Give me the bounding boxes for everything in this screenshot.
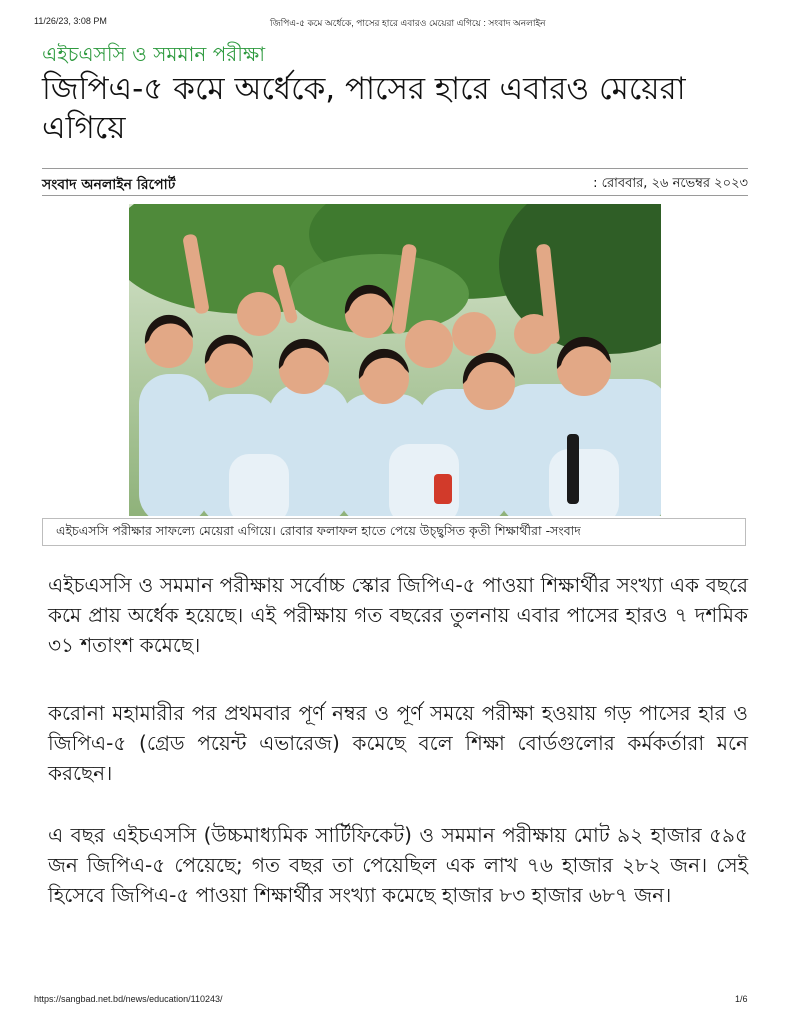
photo-caption: এইচএসসি পরীক্ষার সাফল্যে মেয়েরা এগিয়ে। রোবার ফলাফল হাতে পেয়ে উচ্ছ্বসিত কৃতী শিক্ষার্থীরা -সংবাদ [56, 523, 581, 538]
article-headline: জিপিএ-৫ কমে অর্ধেকে, পাসের হারে এবারও মেয়েরা এগিয়ে [42, 71, 686, 146]
print-page-number: 1/6 [735, 994, 748, 1004]
article-paragraph: এইচএসসি ও সমমান পরীক্ষায় সর্বোচ্চ স্কোর জিপিএ-৫ পাওয়া শিক্ষার্থীর সংখ্যা এক বছরে কমে প্রায় অর্ধেক হয়েছে। এই পরীক্ষায় গত বছরের তুলনায় এবার পাসের হারও ৭ দশমিক ৩১ শতাংশ কমেছে। [48, 573, 748, 657]
article-kicker[interactable]: এইচএসসি ও সমমান পরীক্ষা [42, 42, 266, 66]
print-url: https://sangbad.net.bd/news/education/110243/ [34, 994, 223, 1004]
article-byline: সংবাদ অনলাইন রিপোর্ট [42, 177, 176, 193]
byline-top-rule [42, 168, 748, 169]
article-paragraph: করোনা মহামারীর পর প্রথমবার পূর্ণ নম্বর ও পূর্ণ সময়ে পরীক্ষা হওয়ায় গড় পাসের হার ও জিপিএ-৫ (গ্রেড পয়েন্ট এভারেজ) কমেছে বলে শিক্ষা বোর্ডগুলোর কর্মকর্তারা মনে করছেন। [48, 701, 748, 785]
article-photo-illustration [129, 204, 661, 516]
article-date: : রোববার, ২৬ নভেম্বর ২০২৩ [593, 176, 748, 191]
print-page-title: জিপিএ-৫ কমে অর্ধেকে, পাসের হারে এবারও মেয়েরা এগিয়ে : সংবাদ অনলাইন [270, 18, 546, 28]
article-photo [129, 204, 661, 516]
print-datetime: 11/26/23, 3:08 PM [34, 16, 107, 26]
byline-bottom-rule [42, 195, 748, 196]
article-paragraph: এ বছর এইচএসসি (উচ্চমাধ্যমিক সার্টিফিকেট) ও সমমান পরীক্ষায় মোট ৯২ হাজার ৫৯৫ জন জিপিএ-৫ পেয়েছে; গত বছর তা পেয়েছিল এক লাখ ৭৬ হাজার ২৮২ জন। সেই হিসেবে জিপিএ-৫ পাওয়া শিক্ষার্থীর সংখ্যা কমেছে হাজার ৮৩ হাজার ৬৮৭ জন। [48, 823, 748, 907]
